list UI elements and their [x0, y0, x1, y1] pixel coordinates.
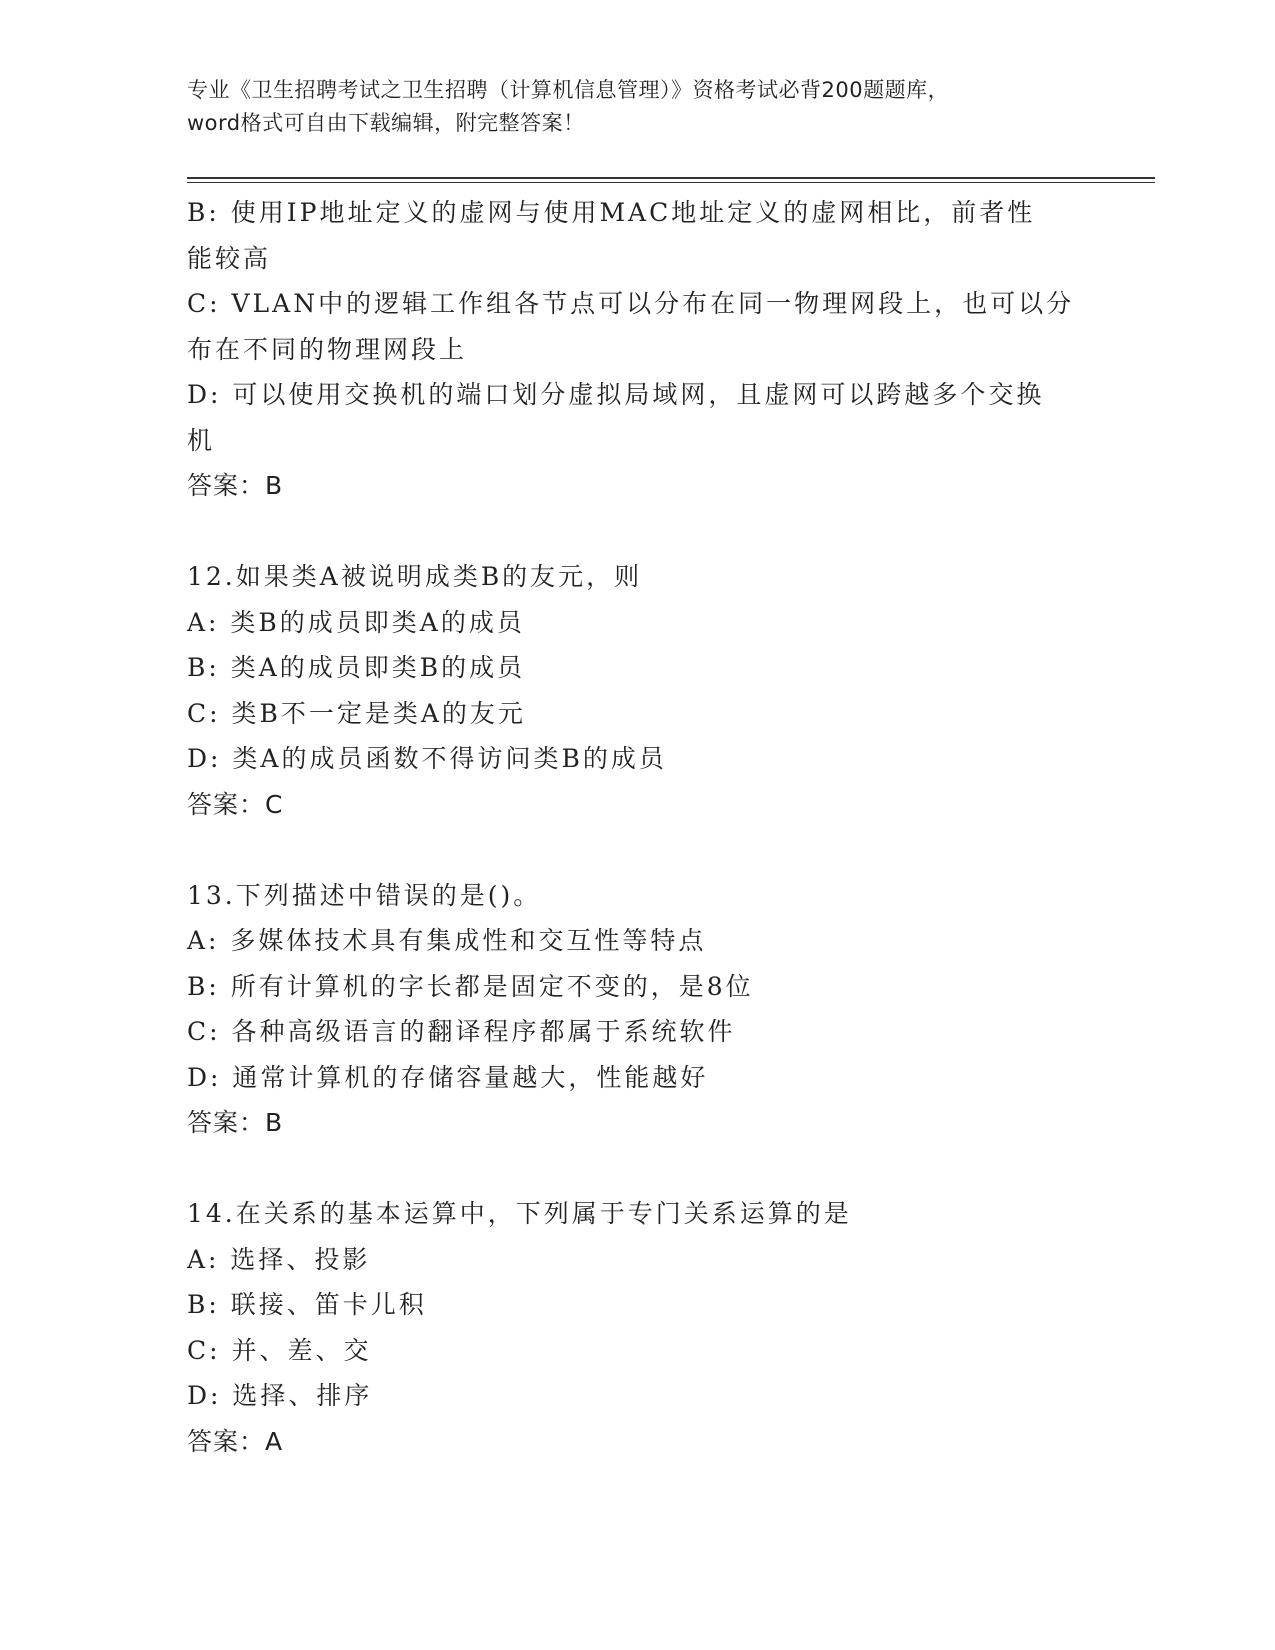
- answer-label: 答案：A: [187, 1426, 284, 1456]
- header-divider-thin: [187, 182, 1155, 183]
- option-d: D: 通常计算机的存储容量越大，性能越好: [187, 1062, 709, 1092]
- option-b: B: 所有计算机的字长都是固定不变的，是8位: [187, 971, 754, 1001]
- option-b: B: 类A的成员即类B的成员: [187, 653, 526, 682]
- option-c: C: 类B不一定是类A的友元: [187, 698, 526, 728]
- option-a: A: 选择、投影: [187, 1244, 371, 1274]
- option-c-wrap: 布在不同的物理网段上: [187, 334, 468, 364]
- option-b: B: 使用IP地址定义的虚网与使用MAC地址定义的虚网相比，前者性: [187, 198, 1036, 227]
- answer-label: 答案：C: [187, 789, 284, 819]
- option-c: C: 各种高级语言的翻译程序都属于系统软件: [187, 1017, 736, 1046]
- question-11-continued: [187, 190, 1087, 509]
- option-d: D: 类A的成员函数不得访问类B的成员: [187, 744, 667, 773]
- header-title-line-2: word格式可自由下载编辑，附完整答案！: [187, 111, 585, 135]
- question-text: 12.如果类A被说明成类B的友元，则: [187, 562, 643, 591]
- question-spacer: [187, 827, 1087, 873]
- question-text: 13.下列描述中错误的是()。: [187, 880, 542, 910]
- question-12: [187, 554, 1087, 827]
- header-divider-thick: [187, 177, 1155, 179]
- option-d: D: 选择、排序: [187, 1381, 373, 1410]
- option-d-wrap: 机: [187, 425, 216, 455]
- question-list: [187, 190, 1087, 1464]
- option-c: C: 并、差、交: [187, 1335, 372, 1365]
- question-13: [187, 873, 1087, 1146]
- option-b-wrap: 能较高: [187, 243, 272, 273]
- question-spacer: [187, 1146, 1087, 1192]
- question-text: 14.在关系的基本运算中，下列属于专门关系运算的是: [187, 1199, 852, 1228]
- document-header: [187, 74, 1087, 140]
- answer-label: 答案：B: [187, 1108, 284, 1137]
- option-a: A: 多媒体技术具有集成性和交互性等特点: [187, 926, 707, 955]
- answer-label: 答案：B: [187, 471, 284, 500]
- option-a: A: 类B的成员即类A的成员: [187, 607, 525, 637]
- option-b: B: 联接、笛卡儿积: [187, 1290, 427, 1319]
- option-c: C: VLAN中的逻辑工作组各节点可以分布在同一物理网段上，也可以分: [187, 289, 1075, 318]
- question-spacer: [187, 509, 1087, 555]
- option-d: D: 可以使用交换机的端口划分虚拟局域网，且虚网可以跨越多个交换: [187, 380, 1045, 409]
- header-title-line-1: 专业《卫生招聘考试之卫生招聘（计算机信息管理）》资格考试必背200题题库，: [187, 78, 950, 102]
- question-14: [187, 1191, 1087, 1464]
